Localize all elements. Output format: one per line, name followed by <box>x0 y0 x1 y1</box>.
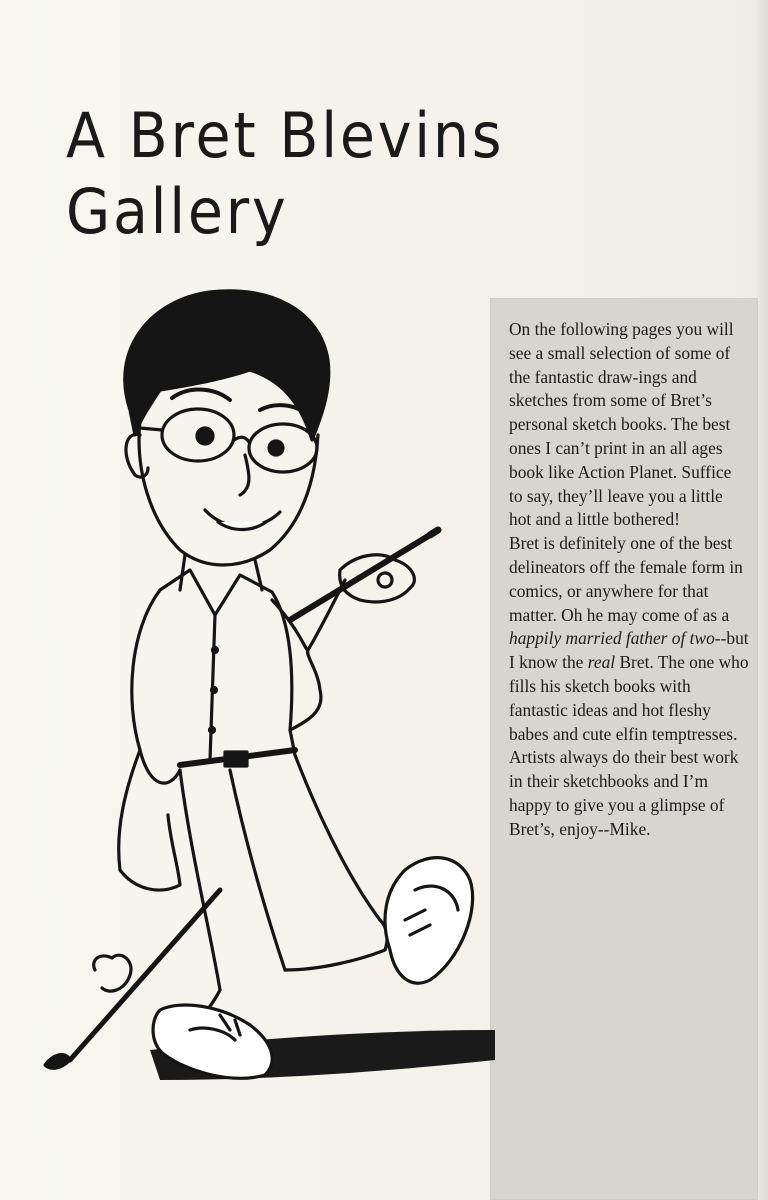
p2-emphasis-1: happily married father of two <box>509 628 715 649</box>
paragraph-2 <box>509 532 749 841</box>
p2-text-1: Bret is definitely one of the best delineators off the female form in comics, or anywhere for that matter. Oh he may come of as a <box>509 533 743 625</box>
p2-text-3: Bret. The one who fills his sketch books with fantastic ideas and hot fleshy babes and cute elfin temptresses. Artists always do their best work in their sketchbooks and I’m happy to give you a glimpse of Bret’s, enjoy--Mike. <box>509 652 749 839</box>
p2-text-2: --but I know the <box>509 628 749 673</box>
title-line-1: A Bret Blevins <box>66 99 505 172</box>
self-portrait-caricature-icon <box>40 270 510 1120</box>
p2-emphasis-2: real <box>587 652 616 673</box>
title-line-2: Gallery <box>66 175 289 248</box>
page-title <box>66 98 618 250</box>
article-text <box>509 318 749 842</box>
paragraph-1: On the following pages you will see a small selection of some of the fantastic draw-ings and sketches from some of Bret’s personal sketch books. The best ones I can’t print in an all ages book like Action Planet. Suffice to say, they’ll leave you a little hot and a little bothered! <box>509 319 734 530</box>
